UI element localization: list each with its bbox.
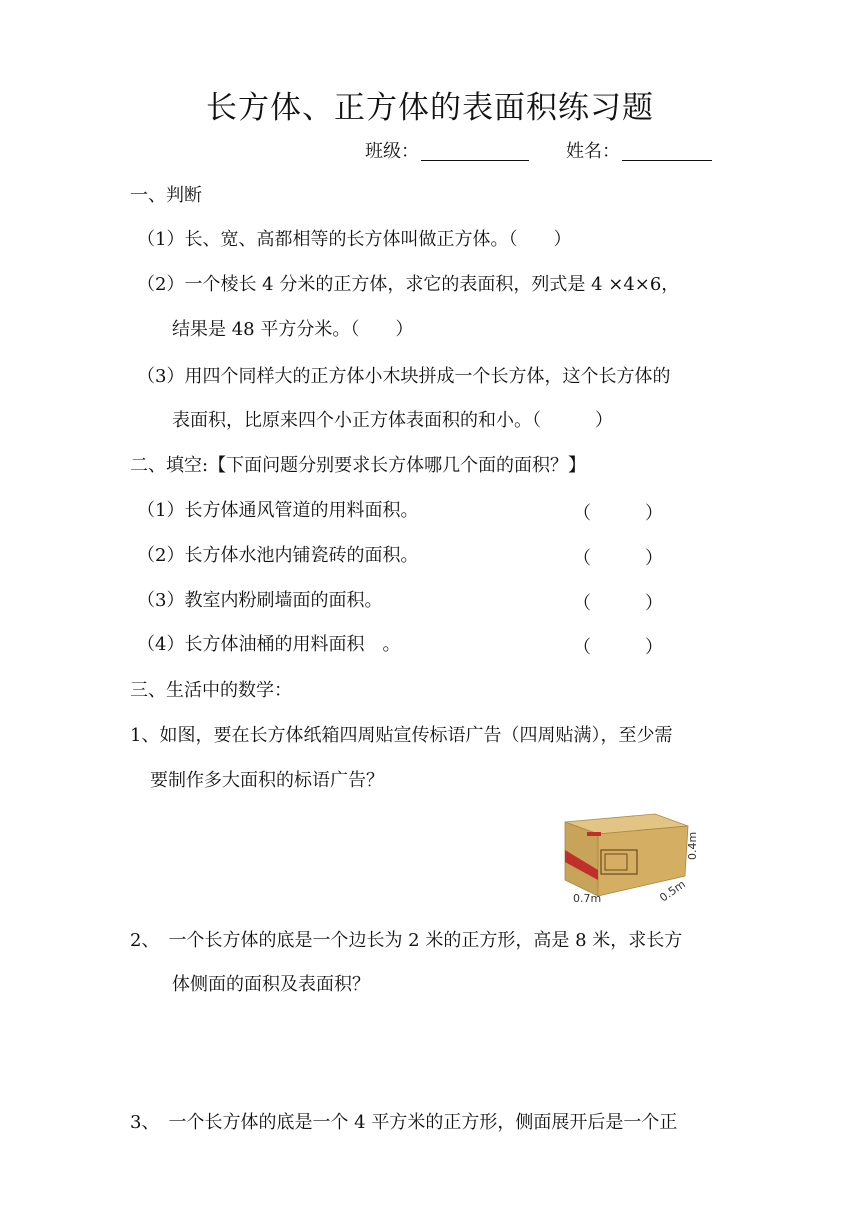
judge-item-1: （1）长、宽、高都相等的长方体叫做正方体。（ ）	[137, 229, 572, 250]
fill-paren-2[interactable]: （ ）	[573, 548, 663, 569]
class-field	[365, 140, 529, 164]
fill-item-1: （1）长方体通风管道的用料面积。	[137, 500, 419, 521]
class-blank[interactable]	[421, 142, 529, 161]
judge-item-2-cont: 结果是 48 平方分米。（ ）	[172, 319, 414, 340]
name-label: 姓名：	[566, 141, 620, 162]
box-label-height: 0.4m	[686, 831, 699, 860]
fill-item-3: （3）教室内粉刷墙面的面积。	[137, 590, 383, 611]
page-title: 长方体、正方体的表面积练习题	[206, 90, 654, 126]
problem-3-line1: 3、 一个长方体的底是一个 4 平方米的正方形，侧面展开后是一个正	[130, 1112, 678, 1133]
problem-2-line1: 2、 一个长方体的底是一个边长为 2 米的正方形，高是 8 米，求长方	[130, 930, 683, 951]
box-label-width: 0.5m	[657, 877, 688, 905]
section1-heading: 一、判断	[130, 185, 202, 206]
section2-heading: 二、填空:【下面问题分别要求长方体哪几个面的面积？】	[130, 455, 587, 476]
problem-1-line2: 要制作多大面积的标语广告？	[150, 770, 384, 791]
section3-heading: 三、生活中的数学：	[130, 680, 292, 701]
name-blank[interactable]	[622, 142, 712, 161]
problem-2-line2: 体侧面的面积及表面积？	[172, 974, 370, 995]
cardboard-box-figure	[563, 810, 708, 910]
fill-paren-3[interactable]: （ ）	[573, 593, 663, 614]
box-label-length: 0.7m	[573, 892, 602, 905]
judge-item-3: （3）用四个同样大的正方体小木块拼成一个长方体，这个长方体的	[137, 366, 671, 387]
fill-item-4: （4）长方体油桶的用料面积 。	[137, 634, 401, 655]
judge-item-3-cont: 表面积，比原来四个小正方体表面积的和小。（ ）	[172, 410, 613, 431]
name-field	[566, 140, 712, 164]
box-brand-mark	[587, 832, 601, 836]
fill-paren-1[interactable]: （ ）	[573, 503, 663, 524]
judge-item-2: （2）一个棱长 4 分米的正方体，求它的表面积，列式是 4 ×4×6，	[137, 274, 680, 295]
fill-item-2: （2）长方体水池内铺瓷砖的面积。	[137, 545, 419, 566]
problem-1-line1: 1、如图，要在长方体纸箱四周贴宣传标语广告（四周贴满），至少需	[130, 725, 673, 746]
fill-paren-4[interactable]: （ ）	[573, 637, 663, 658]
class-label: 班级：	[365, 141, 419, 162]
